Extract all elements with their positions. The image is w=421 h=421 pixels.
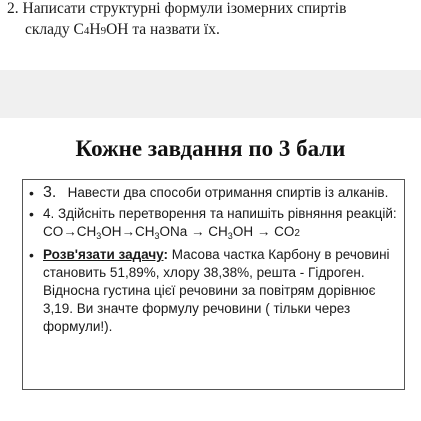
- problem-text: Масова частка Карбону в речовині становить 51,89%, хлору 38,38%, решта - Гідроген. Відносна густина цієї речовини за повітрям дорівнює 3,19. Ви значте формулу речовини ( тільки через формули!).: [43, 247, 390, 334]
- task-2-text: [7, 0, 415, 42]
- task-3-text: Навести два способи отримання спиртів із алканів.: [67, 185, 389, 200]
- slide: [0, 118, 421, 421]
- formula-h: H: [89, 21, 101, 38]
- task-4-text-d: OH → CO: [232, 224, 295, 239]
- task-3-number: 3.: [43, 184, 57, 201]
- task-4-text-c: ONa → CH: [159, 224, 228, 239]
- list-item-problem: [29, 246, 398, 336]
- list-item-task-3: [29, 184, 398, 202]
- list-item-task-4: [29, 205, 398, 243]
- subscript-3: 3: [154, 231, 160, 241]
- task-4-text-b: OH→CH: [101, 224, 155, 239]
- slide-title: Кожне завдання по 3 бали: [75, 136, 346, 161]
- task-2-section: [0, 0, 421, 70]
- formula-suffix: OH та назвати їх.: [106, 21, 220, 38]
- problem-label: Розв'язати задачу: [43, 247, 164, 262]
- tasks-box: [22, 179, 405, 390]
- formula-sub-4: 4: [83, 25, 90, 37]
- subscript-2: 2: [294, 228, 300, 239]
- formula-prefix: складу C: [25, 21, 84, 38]
- task-4-text-a: 4. Здійсніть перетворення та напишіть рівняння реакцій: CO→CH: [43, 206, 397, 239]
- bullet: •: [29, 206, 34, 222]
- task-2-line-1: Написати структурні формули ізомерних спиртів: [22, 0, 347, 17]
- task-2-number: 2.: [7, 0, 19, 17]
- problem-colon: :: [163, 247, 168, 262]
- subscript-3: 3: [227, 231, 233, 241]
- bullet: •: [29, 185, 34, 201]
- bullet: •: [29, 247, 34, 263]
- formula-sub-9: 9: [100, 25, 107, 37]
- subscript-3: 3: [96, 231, 102, 241]
- image-separator: [0, 70, 421, 118]
- task-2-line-2: [7, 19, 415, 42]
